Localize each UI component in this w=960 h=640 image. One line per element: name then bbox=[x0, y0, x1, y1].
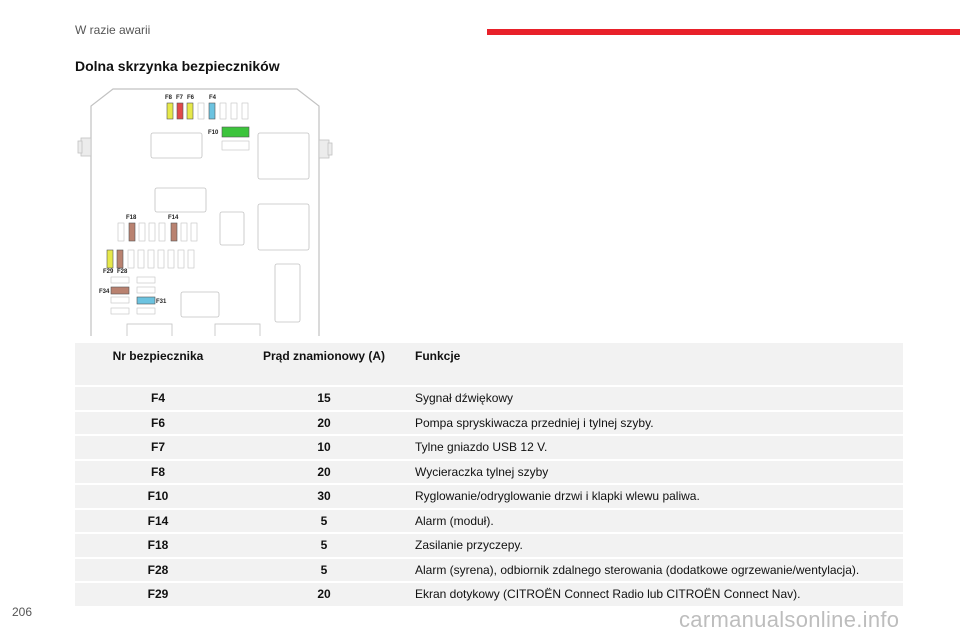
table-row bbox=[75, 412, 903, 435]
connector-block bbox=[258, 133, 309, 179]
connector-block bbox=[258, 204, 309, 250]
amps-cell: 5 bbox=[241, 559, 407, 582]
label-f28: F28 bbox=[117, 269, 128, 275]
fuse-number-cell: F8 bbox=[75, 461, 241, 484]
fuse-grid-bottom bbox=[111, 277, 155, 314]
label-f31: F31 bbox=[156, 299, 167, 305]
table-row bbox=[75, 510, 903, 533]
function-cell: Ryglowanie/odryglowanie drzwi i klapki wlewu paliwa. bbox=[407, 485, 903, 508]
function-cell: Pompa spryskiwacza przedniej i tylnej szyby. bbox=[407, 412, 903, 435]
relay-block bbox=[275, 264, 300, 322]
connector-block bbox=[151, 133, 202, 158]
relay-block bbox=[220, 212, 244, 245]
fuse-f6 bbox=[187, 103, 193, 119]
label-f29: F29 bbox=[103, 269, 114, 275]
fuse-number-cell: F6 bbox=[75, 412, 241, 435]
function-cell: Zasilanie przyczepy. bbox=[407, 534, 903, 557]
watermark: carmanualsonline.info bbox=[679, 607, 900, 632]
fuse-row-lower bbox=[128, 250, 194, 268]
amps-cell: 10 bbox=[241, 436, 407, 459]
side-tab-left bbox=[78, 138, 91, 156]
fuse-slot-empty bbox=[220, 103, 226, 119]
label-f10: F10 bbox=[208, 130, 219, 136]
label-f34: F34 bbox=[99, 289, 110, 295]
fuse-f29 bbox=[107, 250, 113, 268]
label-f4: F4 bbox=[209, 95, 217, 101]
fuse-f14 bbox=[171, 223, 177, 241]
amps-cell: 30 bbox=[241, 485, 407, 508]
fuse-number-cell: F29 bbox=[75, 583, 241, 606]
fuse-slot-empty bbox=[231, 103, 237, 119]
page-number: 206 bbox=[12, 605, 33, 619]
connector-block bbox=[155, 188, 206, 212]
fuse-number-cell: F4 bbox=[75, 387, 241, 410]
table-row bbox=[75, 461, 903, 484]
fuse-number-cell: F28 bbox=[75, 559, 241, 582]
fuse-f4 bbox=[209, 103, 215, 119]
header-rated-current: Prąd znamionowy (A) bbox=[241, 343, 407, 385]
fuse-slot-empty bbox=[222, 141, 249, 150]
label-f18: F18 bbox=[126, 215, 137, 221]
fuse-f8 bbox=[167, 103, 173, 119]
fuse-slot-empty bbox=[242, 103, 248, 119]
fuse-f31 bbox=[137, 297, 155, 304]
fuse-f28 bbox=[117, 250, 123, 268]
connector-block bbox=[127, 324, 172, 336]
table-row bbox=[75, 559, 903, 582]
table-row bbox=[75, 534, 903, 557]
fuse-number-cell: F10 bbox=[75, 485, 241, 508]
fuse-number-cell: F14 bbox=[75, 510, 241, 533]
function-cell: Alarm (syrena), odbiornik zdalnego sterowania (dodatkowe ogrzewanie/wentylacja). bbox=[407, 559, 903, 582]
fuse-f18 bbox=[129, 223, 135, 241]
fuse-f7 bbox=[177, 103, 183, 119]
table-header-row bbox=[75, 343, 903, 385]
fuse-box-diagram bbox=[75, 86, 337, 336]
header-fuse-number: Nr bezpiecznika bbox=[75, 343, 241, 385]
section-label: W razie awarii bbox=[75, 23, 151, 37]
amps-cell: 5 bbox=[241, 534, 407, 557]
fuse-table bbox=[75, 341, 903, 608]
fuse-f10 bbox=[222, 127, 249, 137]
label-f14: F14 bbox=[168, 215, 179, 221]
label-f8: F8 bbox=[165, 95, 173, 101]
fuse-slot-empty bbox=[198, 103, 204, 119]
section-accent-bar bbox=[487, 29, 960, 35]
function-cell: Tylne gniazdo USB 12 V. bbox=[407, 436, 903, 459]
amps-cell: 20 bbox=[241, 412, 407, 435]
label-f6: F6 bbox=[187, 95, 195, 101]
function-cell: Sygnał dźwiękowy bbox=[407, 387, 903, 410]
table-row bbox=[75, 583, 903, 606]
function-cell: Wycieraczka tylnej szyby bbox=[407, 461, 903, 484]
header-functions: Funkcje bbox=[407, 343, 903, 385]
label-f7: F7 bbox=[176, 95, 184, 101]
amps-cell: 20 bbox=[241, 583, 407, 606]
table-row bbox=[75, 387, 903, 410]
side-tab-right bbox=[319, 140, 332, 158]
fuse-number-cell: F18 bbox=[75, 534, 241, 557]
fuse-f34 bbox=[111, 287, 129, 294]
amps-cell: 20 bbox=[241, 461, 407, 484]
connector-block bbox=[181, 292, 219, 317]
fuse-number-cell: F7 bbox=[75, 436, 241, 459]
connector-block bbox=[215, 324, 260, 336]
table-row bbox=[75, 485, 903, 508]
page-heading: Dolna skrzynka bezpieczników bbox=[75, 58, 280, 74]
function-cell: Ekran dotykowy (CITROËN Connect Radio lub CITROËN Connect Nav). bbox=[407, 583, 903, 606]
table-row bbox=[75, 436, 903, 459]
amps-cell: 15 bbox=[241, 387, 407, 410]
function-cell: Alarm (moduł). bbox=[407, 510, 903, 533]
amps-cell: 5 bbox=[241, 510, 407, 533]
